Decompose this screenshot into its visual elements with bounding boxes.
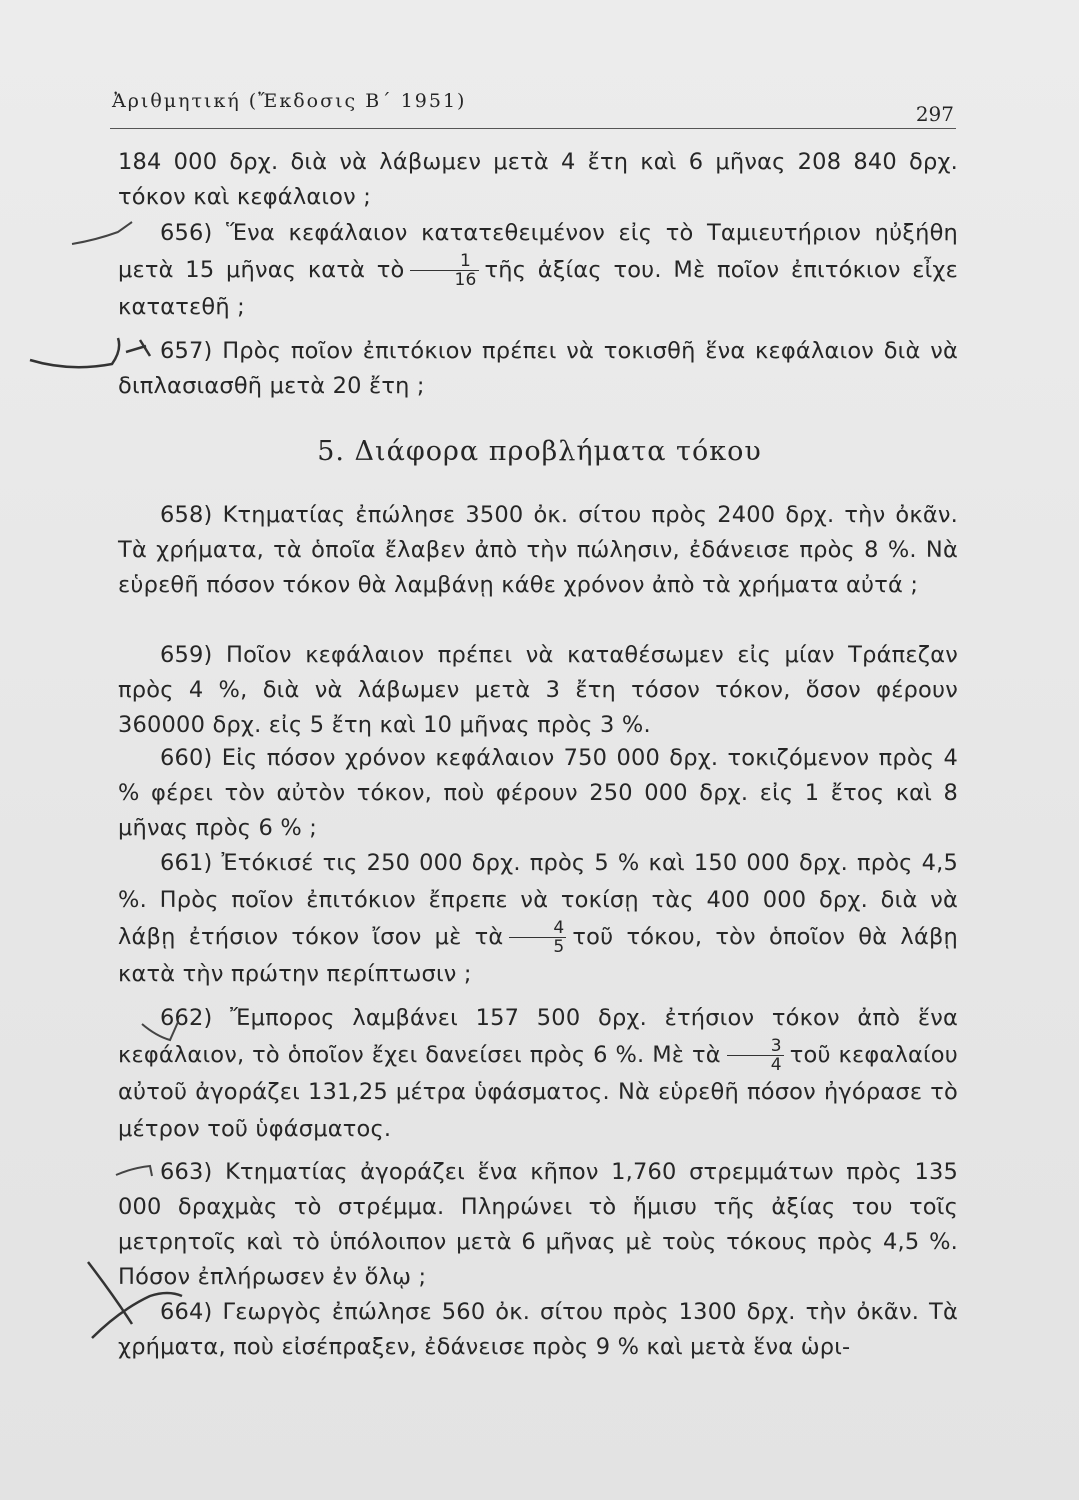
problem-658 [118, 498, 958, 603]
fraction-1-16 [410, 252, 478, 289]
problem-656-text-end: τῆς ἀξίας του. Μὲ ποῖον ἐπιτόκιον εἶχε κατατεθῆ ; [118, 257, 958, 320]
problem-657 [118, 334, 958, 404]
problem-656-text: 656) Ἕνα κεφάλαιον κατατεθειμένον εἰς τὸ Ταμιευτήριον ηὐξήθη μετὰ 15 μῆνας κατὰ τὸ [118, 220, 958, 283]
problem-661-text: 661) Ἐτόκισέ τις 250 000 δρχ. πρὸς 5 % καὶ 150 000 δρχ. πρὸς 4,5 %. Πρὸς ποῖον ἐπιτόκιον ἔπρεπε νὰ τοκίσῃ τὰς 400 000 δρχ. διὰ νὰ λάβῃ ἐτήσιον τόκον ἴσον μὲ τὰ [118, 850, 958, 950]
fraction-numerator: 1 [410, 252, 478, 271]
page-number: 297 [915, 102, 954, 126]
fraction-numerator: 3 [727, 1037, 784, 1056]
problem-662-text: 662) Ἔμπορος λαμβάνει 157 500 δρχ. ἐτήσιον τόκον ἀπὸ ἕνα κεφάλαιον, τὸ ὁποῖον ἔχει δανείσει πρὸς 6 %. Μὲ τὰ [118, 1005, 958, 1068]
problem-658-text: 658) Κτηματίας ἐπώλησε 3500 ὀκ. σίτου πρὸς 2400 δρχ. τὴν ὀκᾶν. Τὰ χρήματα, τὰ ὁποῖα ἔλαβεν ἀπὸ τὴν πώλησιν, ἐδάνεισε πρὸς 8 %. Νὰ εὑρεθῆ πόσον τόκον θὰ λαμβάνῃ κάθε χρόνον ἀπὸ τὰ χρήματα αὐτά ; [118, 502, 958, 598]
fraction-3-4 [727, 1037, 784, 1074]
problem-664 [118, 1295, 958, 1365]
problem-659-text: 659) Ποῖον κεφάλαιον πρέπει νὰ καταθέσωμεν εἰς μίαν Τράπεζαν πρὸς 4 %, διὰ νὰ λάβωμεν μετὰ 3 ἔτη τόσον τόκον, ὅσον φέρουν 360000 δρχ. εἰς 5 ἔτη καὶ 10 μῆνας πρὸς 3 %. [118, 642, 958, 738]
fraction-denominator: 4 [770, 1055, 782, 1075]
fraction-4-5 [509, 919, 566, 956]
continuation-text: 184 000 δρχ. διὰ νὰ λάβωμεν μετὰ 4 ἔτη καὶ 6 μῆνας 208 840 δρχ. τόκον καὶ κεφάλαιον ; [118, 149, 958, 210]
continuation-paragraph [118, 145, 958, 215]
problem-657-text: 657) Πρὸς ποῖον ἐπιτόκιον πρέπει νὰ τοκισθῆ ἕνα κεφάλαιον διὰ νὰ διπλασιασθῆ μετὰ 20 ἔτη ; [118, 338, 958, 399]
problem-664-text: 664) Γεωργὸς ἐπώλησε 560 ὀκ. σίτου πρὸς 1300 δρχ. τὴν ὀκᾶν. Τὰ χρήματα, ποὺ εἰσέπραξεν, ἐδάνεισε πρὸς 9 % καὶ μετὰ ἕνα ὡρι- [118, 1299, 958, 1360]
problem-661-text-end: τοῦ τόκου, τὸν ὁποῖον θὰ λάβῃ κατὰ τὴν πρώτην περίπτωσιν ; [118, 924, 958, 987]
problem-660 [118, 741, 958, 846]
fraction-denominator: 16 [454, 270, 477, 290]
problem-661 [118, 845, 958, 993]
header-title: Ἀριθμητική (Ἔκδοσις Β΄ 1951) [112, 90, 467, 112]
section-heading: 5. Διάφορα προβλήματα τόκου [317, 436, 762, 467]
problem-662-text-end: τοῦ κεφαλαίου αὐτοῦ ἀγοράζει 131,25 μέτρα ὑφάσματος. Νὰ εὑρεθῆ πόσον ἠγόρασε τὸ μέτρον τοῦ ὑφάσματος. [118, 1042, 958, 1142]
fraction-numerator: 4 [509, 919, 566, 938]
problem-663-text: 663) Κτηματίας ἀγοράζει ἕνα κῆπον 1,760 στρεμμάτων πρὸς 135 000 δραχμὰς τὸ στρέμμα. Πληρώνει τὸ ἥμισυ τῆς ἀξίας του τοῖς μετρητοῖς καὶ τὸ ὑπόλοιπον μετὰ 6 μῆνας μὲ τοὺς τόκους πρὸς 4,5 %. Πόσον ἐπλήρωσεν ἐν ὅλῳ ; [118, 1159, 958, 1290]
page-header [110, 88, 956, 129]
fraction-denominator: 5 [553, 937, 565, 957]
problem-662 [118, 1000, 958, 1148]
problem-663 [118, 1155, 958, 1295]
problem-656 [118, 215, 958, 326]
problem-660-text: 660) Εἰς πόσον χρόνον κεφάλαιον 750 000 δρχ. τοκιζόμενον πρὸς 4 % φέρει τὸν αὐτὸν τόκον, ποὺ φέρουν 250 000 δρχ. εἰς 1 ἔτος καὶ 8 μῆνας πρὸς 6 % ; [118, 745, 958, 841]
problem-659 [118, 638, 958, 743]
